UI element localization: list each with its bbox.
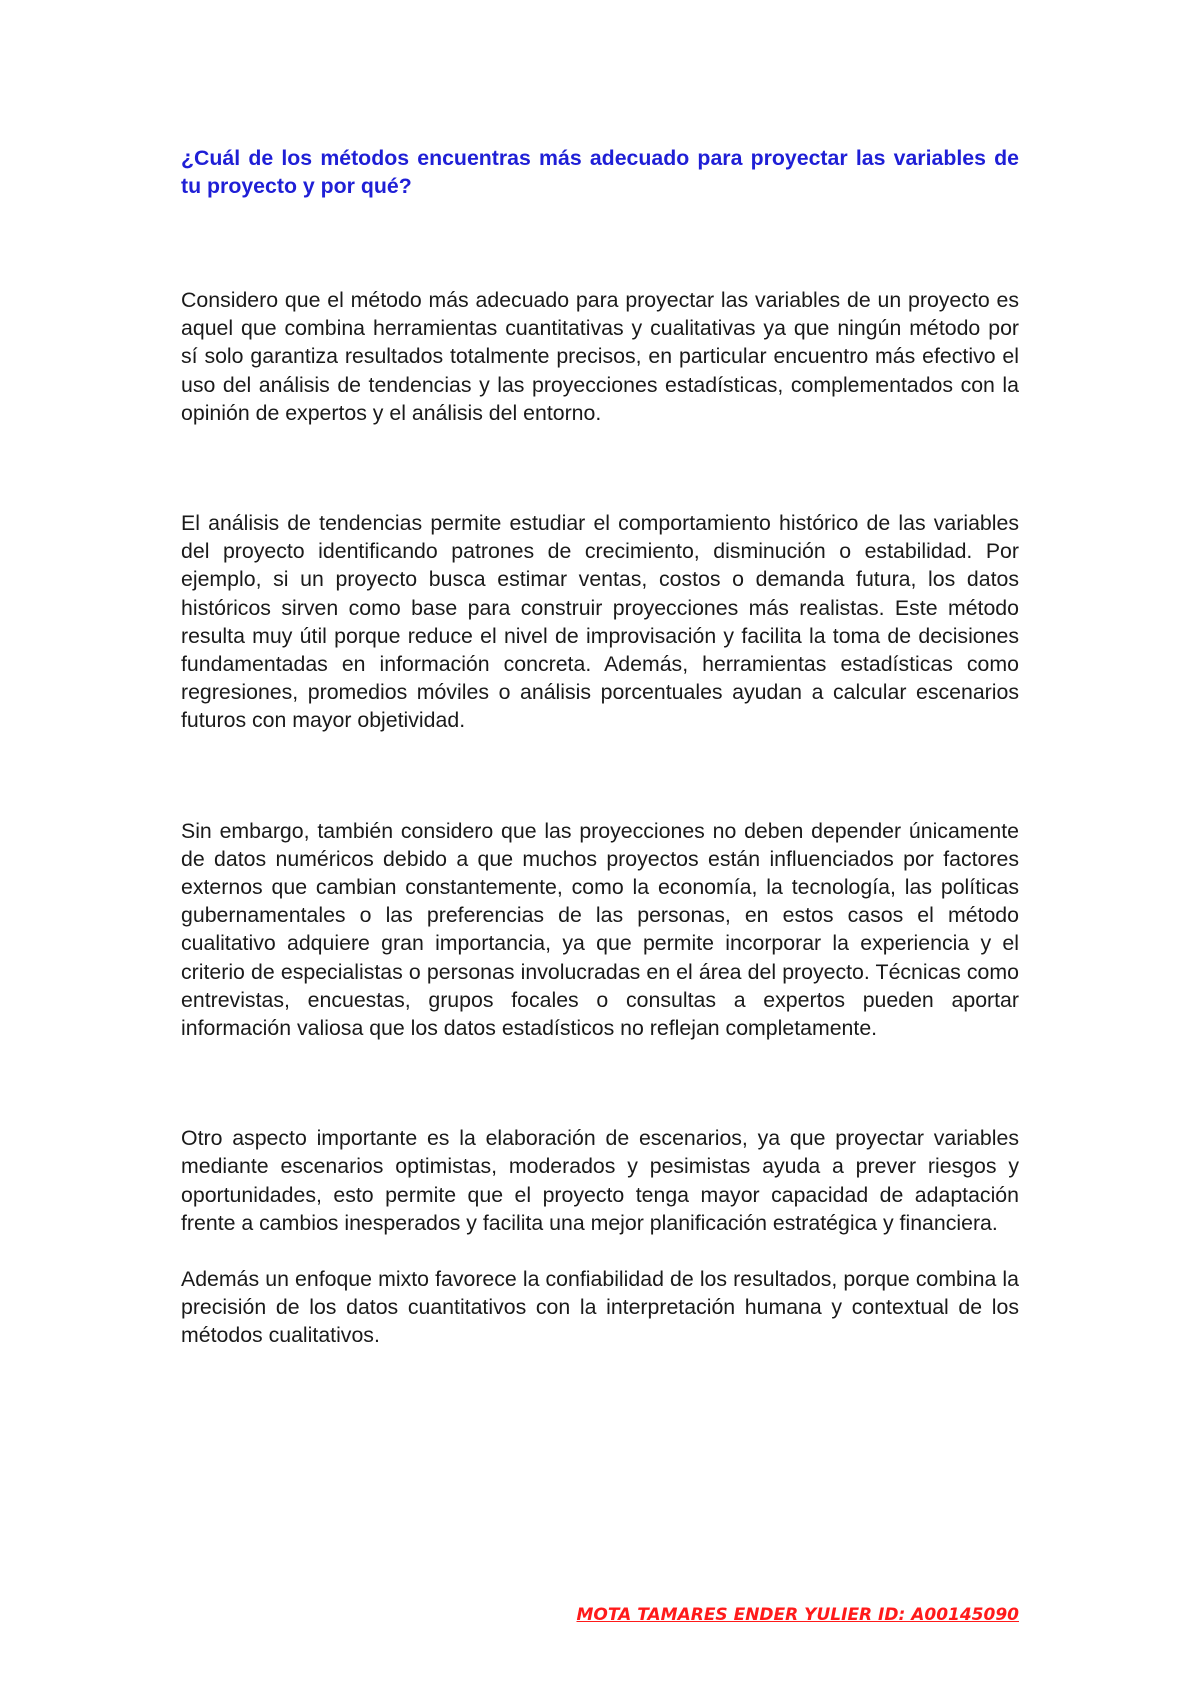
document-body — [181, 144, 1019, 1350]
author-footer: MOTA TAMARES ENDER YULIER ID: A00145090 — [576, 1605, 1019, 1625]
question-heading: ¿Cuál de los métodos encuentras más adecuado para proyectar las variables de tu proyecto y por qué? — [181, 146, 1019, 198]
paragraph-method-choice: Considero que el método más adecuado para proyectar las variables de un proyecto es aquel que combina herramientas cuantitativas y cualitativas ya que ningún método por sí solo garantiza resultados totalmente precisos, en particular encuentro más efectivo el uso del análisis de tendencias y las proyecciones estadísticas, complementados con la opinión de expertos y el análisis del entorno. — [181, 288, 1019, 425]
paragraph-mixed-approach: Además un enfoque mixto favorece la confiabilidad de los resultados, porque combina la precisión de los datos cuantitativos con la interpretación humana y contextual de los métodos cualitativos. — [181, 1267, 1019, 1348]
paragraph-qualitative-method: Sin embargo, también considero que las proyecciones no deben depender únicamente de datos numéricos debido a que muchos proyectos están influenciados por factores externos que cambian constantemente, como la economía, la tecnología, las políticas gubernamentales o las preferencias de las personas, en estos casos el método cualitativo adquiere gran importancia, ya que permite incorporar la experiencia y el criterio de especialistas o personas involucradas en el área del proyecto. Técnicas como entrevistas, encuestas, grupos focales o consultas a expertos pueden aportar información valiosa que los datos estadísticos no reflejan completamente. — [181, 818, 1019, 1041]
paragraph-scenarios: Otro aspecto importante es la elaboración de escenarios, ya que proyectar variables mediante escenarios optimistas, moderados y pesimistas ayuda a prever riesgos y oportunidades, esto permite que el proyecto tenga mayor capacidad de adaptación frente a cambios inesperados y facilita una mejor planificación estratégica y financiera. — [181, 1126, 1019, 1235]
paragraph-trend-analysis: El análisis de tendencias permite estudiar el comportamiento histórico de las variables del proyecto identificando patrones de crecimiento, disminución o estabilidad. Por ejemplo, si un proyecto busca estimar ventas, costos o demanda futura, los datos históricos sirven como base para construir proyecciones más realistas. Este método resulta muy útil porque reduce el nivel de improvisación y facilita la toma de decisiones fundamentadas en información concreta. Además, herramientas estadísticas como regresiones, promedios móviles o análisis porcentuales ayudan a calcular escenarios futuros con mayor objetividad. — [181, 511, 1019, 733]
